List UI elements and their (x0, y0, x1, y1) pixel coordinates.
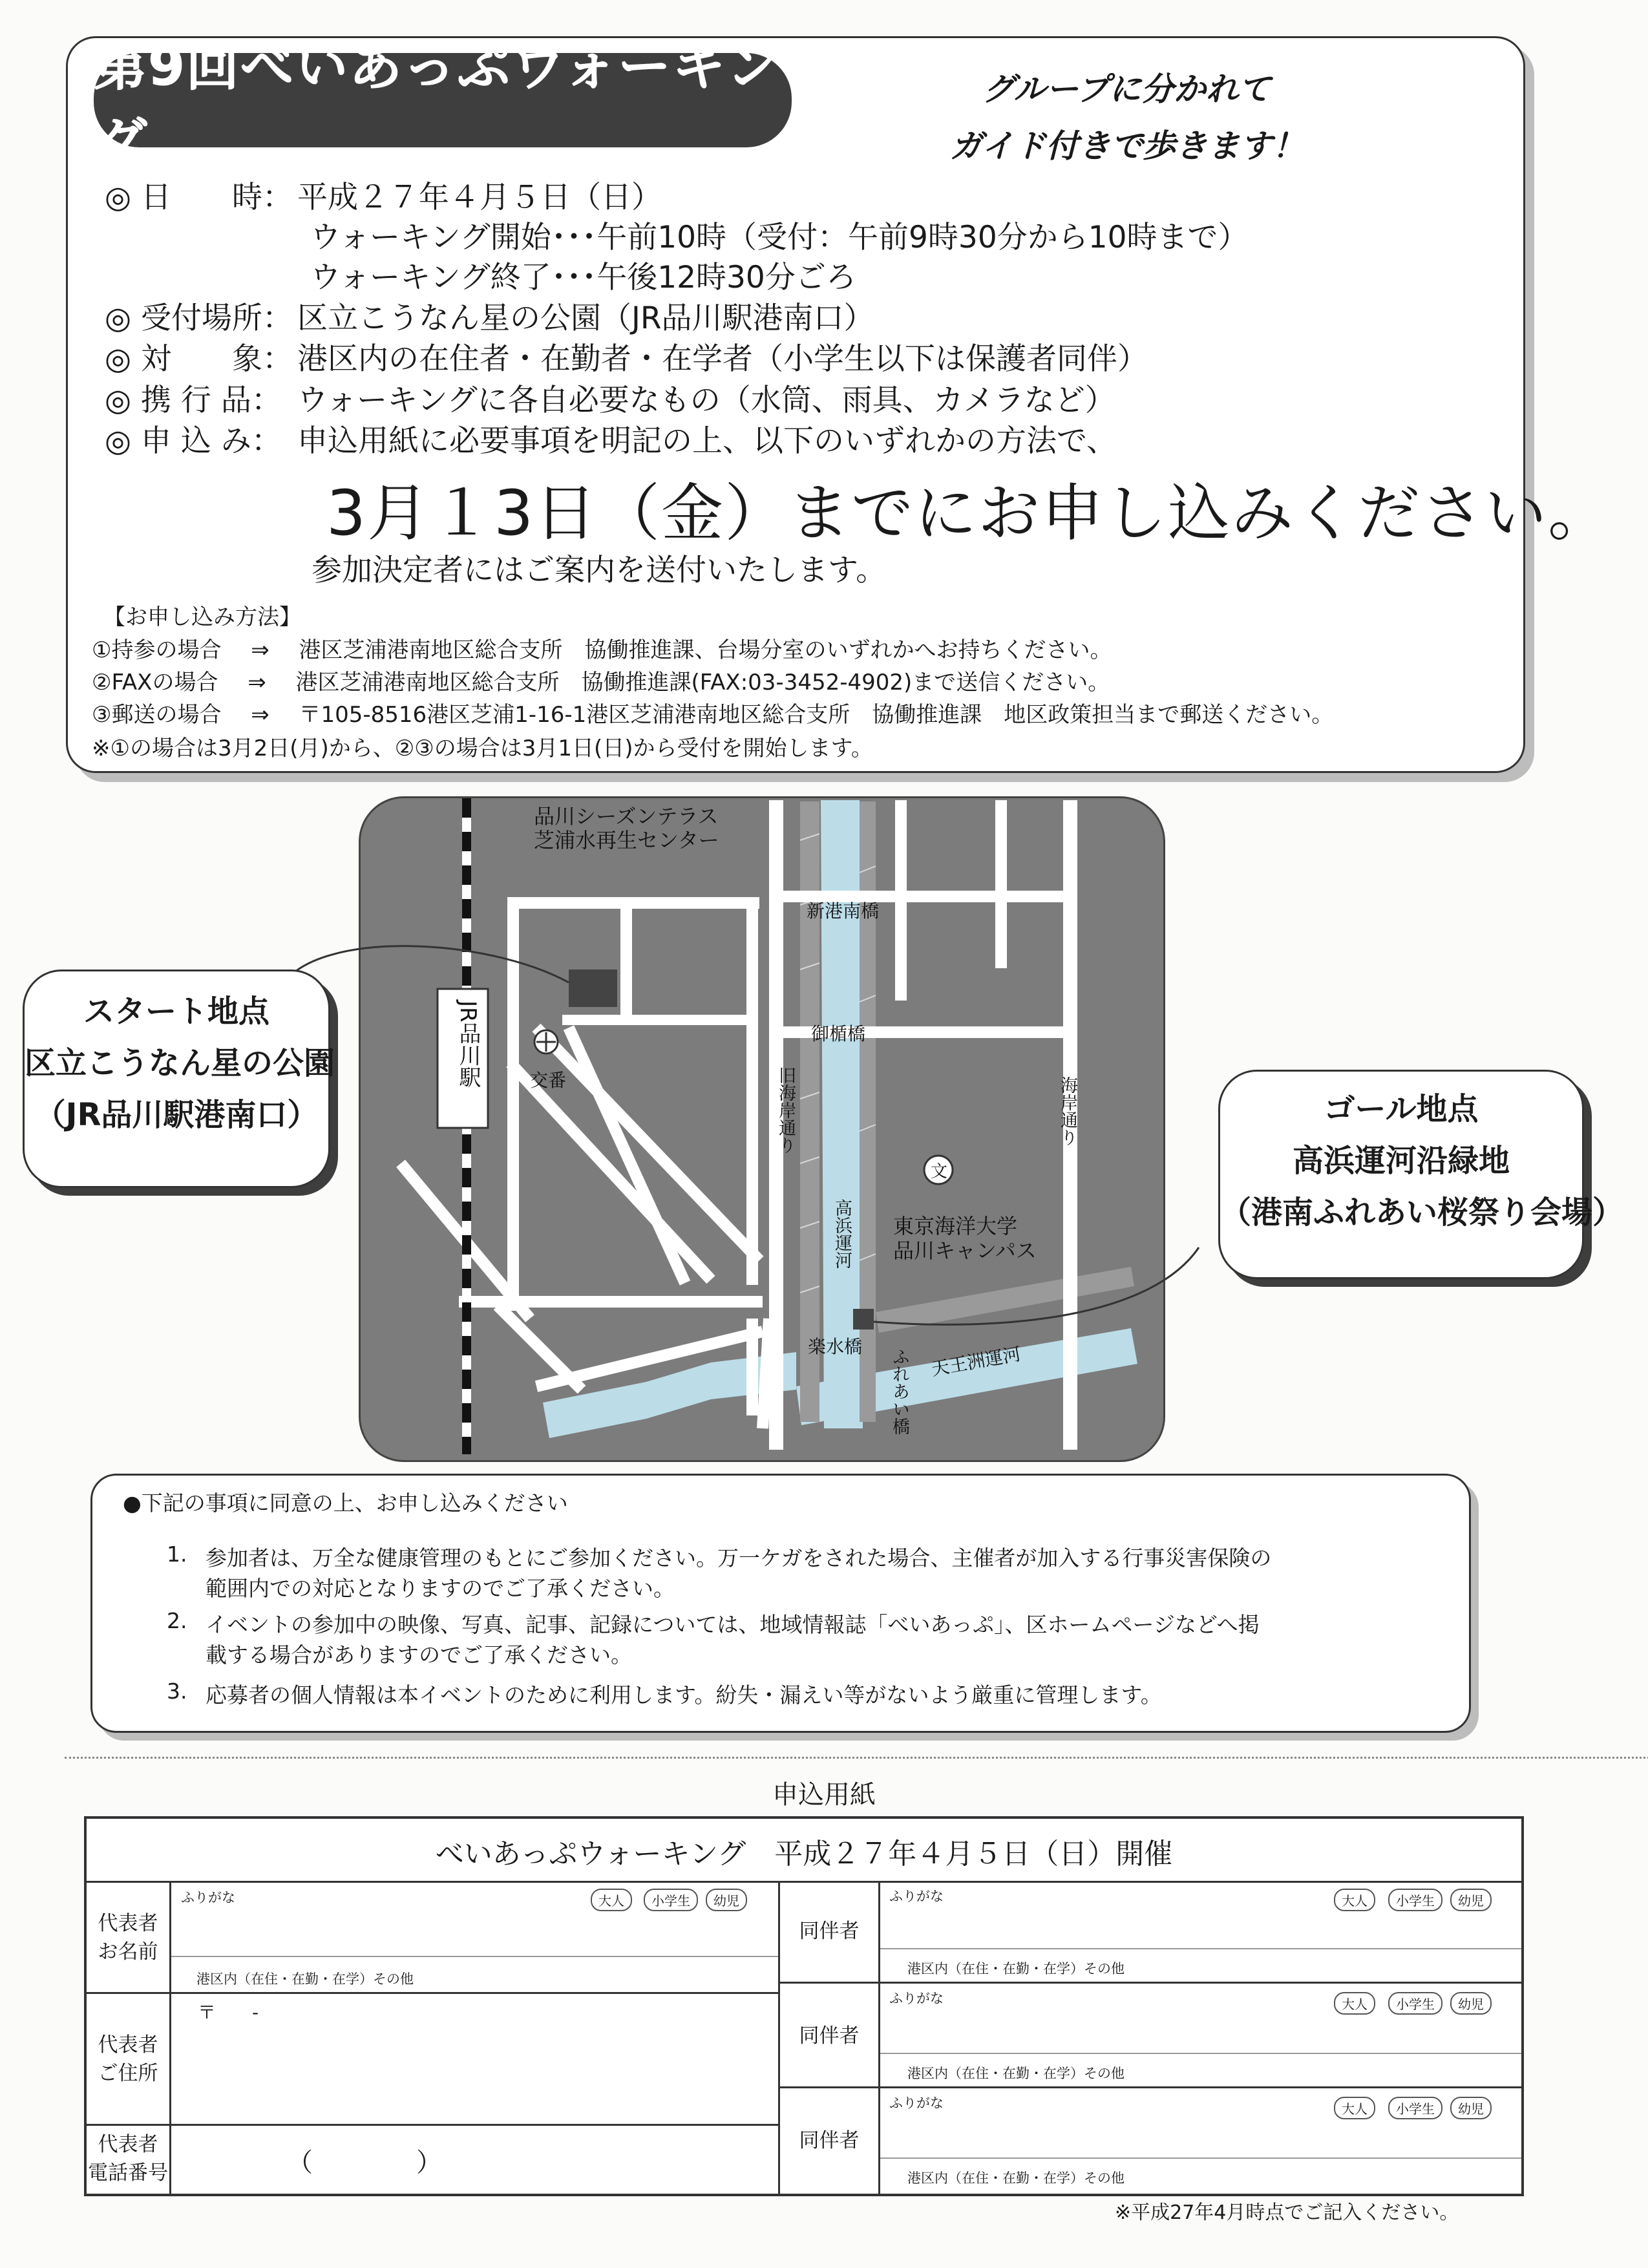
form-title: べいあっぷウォーキング 平成２７年４月５日（日）開催 (435, 1838, 1173, 1871)
consent-item-num: 2. (167, 1608, 187, 1633)
companion3-age-infant[interactable]: 幼児 (1450, 2097, 1492, 2119)
companion1-label: 同伴者 (799, 1920, 860, 1943)
companion2-age-elementary[interactable]: 小学生 (1388, 1992, 1442, 2015)
reception-value: 区立こうなん星の公園（JR品川駅港南口） (297, 301, 874, 336)
companion1-residence[interactable]: 港区内（在住・在勤・在学）その他 (907, 1961, 1125, 1977)
date-label: ◎ 日 時： (105, 180, 293, 215)
consent-item-num: 1. (167, 1542, 187, 1567)
companion2-label: 同伴者 (799, 2024, 860, 2048)
form-heading: 申込用紙 (772, 1780, 876, 1810)
road (995, 800, 1007, 968)
rep-address-label: 代表者 ご住所 (98, 2033, 158, 2085)
event-title: 第9回べいあっぷウォーキング (94, 36, 781, 173)
apply-value: 申込用紙に必要事項を明記の上、以下のいずれかの方法で、 (297, 423, 1117, 459)
street-label-kaigan: 海岸通り (1057, 1076, 1077, 1146)
companion2-furigana: ふりがな (889, 1991, 944, 2006)
start-line1: スタート地点 (83, 993, 269, 1030)
method-text: 港区芝浦港南地区総合支所 協働推進課、台場分室のいずれかへお持ちください。 (299, 637, 1112, 663)
rep-residence-options[interactable]: 港区内（在住・在勤・在学）その他 (196, 1971, 414, 1987)
start-connector (284, 946, 569, 982)
jr-station-label: JR品川駅 (455, 1001, 481, 1088)
companion3-label: 同伴者 (799, 2129, 860, 2152)
bridge-label-rakusui: 楽水橋 (808, 1336, 863, 1357)
guide-note-line2: ガイド付きで歩きます！ (950, 127, 1305, 165)
items-value: ウォーキングに各自必要なもの（水筒、雨具、カメラなど） (297, 383, 1115, 418)
cut-line (65, 1757, 1648, 1759)
rep-age-adult[interactable]: 大人 (591, 1889, 632, 1911)
walking-start: ウォーキング開始･･･午前10時（受付：午前9時30分から10時まで） (310, 220, 1249, 255)
goal-line1: ゴール地点 (1324, 1091, 1479, 1127)
consent-item-line: 応募者の個人情報は本イベントのために利用します。紛失・漏えい等がないよう厳重に管理します。 (206, 1682, 1162, 1708)
bridge-label-shinkonan: 新港南橋 (807, 900, 880, 922)
facility-line1: 品川シーズンテラス (534, 804, 719, 829)
companion3-residence[interactable]: 港区内（在住・在勤・在学）その他 (907, 2170, 1125, 2186)
goal-line3: （港南ふれあい桜祭り会場） (1220, 1194, 1624, 1231)
companion3-furigana: ふりがな (889, 2095, 944, 2111)
companion1-age-adult[interactable]: 大人 (1334, 1889, 1375, 1911)
reception-label: ◎ 受付場所： (105, 301, 293, 336)
consent-item-line: 範囲内での対応となりますのでご了承ください。 (206, 1576, 675, 1601)
consent-heading: ●下記の事項に同意の上、お申し込みください (123, 1490, 568, 1516)
rep-furigana-label: ふりがな (181, 1890, 235, 1905)
rep-age-infant[interactable]: 幼児 (706, 1889, 747, 1911)
target-label: ◎ 対 象： (105, 341, 293, 377)
companion2-residence[interactable]: 港区内（在住・在勤・在学）その他 (907, 2066, 1125, 2081)
method-text: 港区芝浦港南地区総合支所 協働推進課(FAX:03-3452-4902)まで送信ください。 (295, 670, 1110, 695)
start-line2: 区立こうなん星の公園 (25, 1045, 335, 1081)
deadline-text: 3月１3日（金）までにお申し込みください。 (326, 477, 1612, 549)
start-point-marker (569, 970, 617, 1007)
canal-label-takahama: 高浜運河 (832, 1199, 852, 1269)
companion3-age-elementary[interactable]: 小学生 (1388, 2097, 1442, 2119)
method-text: 〒105-8516港区芝浦1-16-1港区芝浦港南地区総合支所 協働推進課 地区政策担当まで郵送ください。 (299, 702, 1334, 728)
start-line3: （JR品川駅港南口） (34, 1097, 319, 1133)
companion1-age-elementary[interactable]: 小学生 (1388, 1889, 1442, 1911)
arrow-icon: ⇒ (251, 637, 269, 663)
road (746, 897, 758, 1026)
canal-label-tennozu: 天王洲運河 (929, 1343, 1023, 1380)
rep-phone-field[interactable]: （ ） (287, 2148, 442, 2178)
university-line2: 品川キャンパス (893, 1238, 1037, 1263)
method-case: ③郵送の場合 (92, 702, 222, 728)
companion1-furigana: ふりがな (889, 1889, 944, 1904)
method-case: ①持参の場合 (92, 637, 222, 663)
target-value: 港区内の在住者・在勤者・在学者（小学生以下は保護者同伴） (297, 341, 1148, 377)
goal-callout (1218, 1070, 1624, 1279)
apply-label: ◎ 申 込 み： (105, 423, 282, 459)
goal-point-marker (853, 1309, 874, 1330)
bridge-label-mitate: 御楯橋 (811, 1023, 866, 1044)
rep-name-field[interactable] (181, 1909, 763, 1948)
companion3-age-adult[interactable]: 大人 (1334, 2097, 1375, 2119)
guide-note-line1: グループに分かれて (982, 70, 1271, 108)
rep-age-elementary[interactable]: 小学生 (644, 1889, 698, 1911)
notice-text: 参加決定者にはご案内を送付いたします。 (312, 553, 887, 588)
companion1-age-infant[interactable]: 幼児 (1450, 1889, 1492, 1911)
road-diagonal (536, 1028, 759, 1260)
arrow-icon: ⇒ (248, 670, 266, 695)
start-callout (23, 970, 335, 1188)
application-form (84, 1816, 1524, 2196)
road (562, 1015, 756, 1025)
walking-end: ウォーキング終了･･･午後12時30分ごろ (310, 260, 856, 295)
methods-note: ※①の場合は3月2日(月)から、②③の場合は3月1日(日)から受付を開始します。 (92, 736, 873, 761)
items-label: ◎ 携 行 品： (105, 383, 282, 418)
school-symbol: 文 (931, 1162, 948, 1182)
university-line1: 東京海洋大学 (893, 1214, 1018, 1238)
rep-phone-label: 代表者 電話番号 (88, 2133, 168, 2185)
date-value: 平成２７年４月５日（日） (297, 180, 662, 215)
postal-code-field[interactable]: 〒 - (198, 2002, 259, 2023)
rep-address-field[interactable] (181, 2026, 763, 2116)
consent-item-line: 載する場合がありますのでご了承ください。 (206, 1642, 632, 1668)
road-diagonal (763, 1319, 769, 1428)
consent-item-line: 参加者は、万全な健康管理のもとにご参加ください。万一ケガをされた場合、主催者が加入する行事災害保険の (206, 1545, 1272, 1571)
methods-heading: 【お申し込み方法】 (103, 604, 301, 630)
rep-name-label: 代表者 お名前 (98, 1912, 158, 1964)
goal-line2: 高浜運河沿緑地 (1292, 1143, 1510, 1179)
companion2-age-infant[interactable]: 幼児 (1450, 1992, 1492, 2015)
arrow-icon: ⇒ (251, 702, 269, 728)
bridge-label-fureai: ふれあい橋 (889, 1348, 909, 1435)
form-footnote: ※平成27年4月時点でご記入ください。 (1115, 2201, 1459, 2224)
road-diagonal (569, 1028, 685, 1283)
method-case: ②FAXの場合 (92, 670, 218, 695)
road (620, 950, 632, 1021)
street-label-old-kaigan: 旧海岸通り (776, 1066, 796, 1154)
companion2-age-adult[interactable]: 大人 (1334, 1992, 1375, 2015)
facility-line2: 芝浦水再生センター (534, 828, 719, 853)
koban-label: 交番 (530, 1070, 567, 1091)
consent-item-num: 3. (167, 1679, 187, 1704)
road (507, 897, 759, 909)
consent-item-line: イベントの参加中の映像、写真、記事、記録については、地域情報誌「べいあっぷ」、区ホームページなどへ掲 (206, 1612, 1260, 1637)
